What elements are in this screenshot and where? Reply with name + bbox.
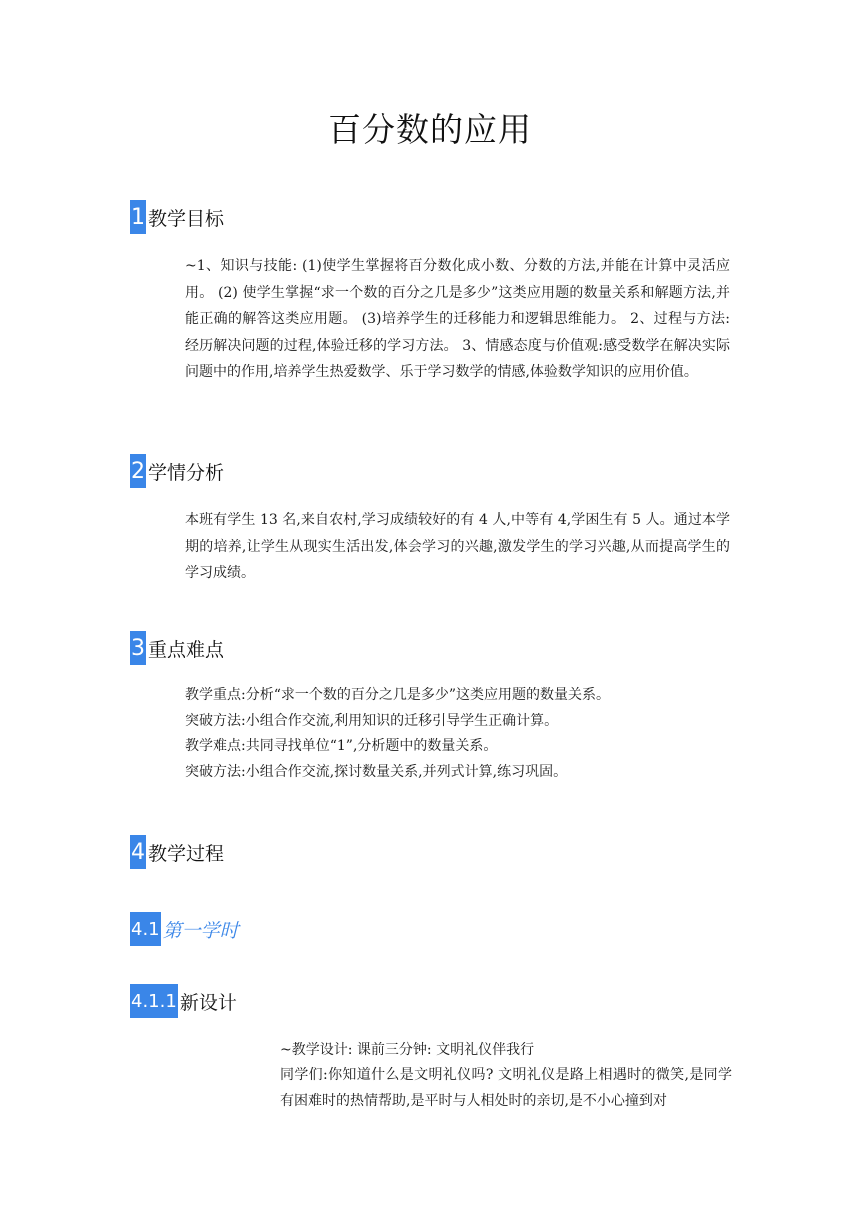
section-number: 1 xyxy=(130,200,146,234)
subsection-number: 4.1.1 xyxy=(130,984,178,1018)
section-heading-process xyxy=(130,835,224,869)
key-point-line: 突破方法:小组合作交流,利用知识的迁移引导学生正确计算。 xyxy=(185,712,559,729)
subsection-heading-new-design xyxy=(130,984,237,1018)
analysis-paragraph: 本班有学生 13 名,来自农村,学习成绩较好的有 4 人,中等有 4,学困生有 5 人。通过本学期的培养,让学生从现实生活出发,体会学习的兴趣,激发学生的学习兴趣,从而提高学生的学习成绩。 xyxy=(185,512,730,581)
section-number: 4 xyxy=(130,835,146,869)
design-intro-line: ~教学设计: 课前三分钟: 文明礼仪伴我行 xyxy=(280,1042,535,1058)
key-point-line: 教学难点:共同寻找单位“1”,分析题中的数量关系。 xyxy=(185,738,498,754)
section-number: 2 xyxy=(130,454,146,488)
subsection-title: 新设计 xyxy=(179,991,237,1014)
key-point-line: 突破方法:小组合作交流,探讨数量关系,并列式计算,练习巩固。 xyxy=(185,763,568,780)
section-title: 教学目标 xyxy=(148,207,225,230)
section-title: 教学过程 xyxy=(148,842,225,865)
section-title: 学情分析 xyxy=(148,461,225,484)
section-heading-objectives xyxy=(130,200,224,234)
section-heading-analysis xyxy=(130,454,224,488)
subsection-number: 4.1 xyxy=(130,912,161,946)
key-point-line: 教学重点:分析“求一个数的百分之几是多少”这类应用题的数量关系。 xyxy=(185,687,611,703)
page-title: 百分数的应用 xyxy=(328,110,532,149)
section-heading-keypoints xyxy=(130,631,224,665)
objectives-paragraph: ~1、知识与技能: (1)使学生掌握将百分数化成小数、分数的方法,并能在计算中灵活应用。 (2) 使学生掌握“求一个数的百分之几是多少”这类应用题的数量关系和解题方法,并能正确的解答这类应用题。 (3)培养学生的迁移能力和逻辑思维能力。 2、过程与方法:经历解决问题的过程,体验迁移的学习方法。 3、情感态度与价值观:感受数学在解决实际问题中的作用,培养学生热爱数学、乐于学习数学的情感,体验数学知识的应用价值。 xyxy=(185,258,730,380)
key-points-list xyxy=(185,683,730,785)
subsection-title: 第一学时 xyxy=(162,919,239,942)
subsection-heading-first-period xyxy=(130,912,239,946)
section-title: 重点难点 xyxy=(148,638,225,661)
design-paragraph: 同学们:你知道什么是文明礼仪吗? 文明礼仪是路上相遇时的微笑,是同学有困难时的热情帮助,是平时与人相处时的亲切,是不小心撞到对 xyxy=(280,1067,732,1109)
section-number: 3 xyxy=(130,631,146,665)
